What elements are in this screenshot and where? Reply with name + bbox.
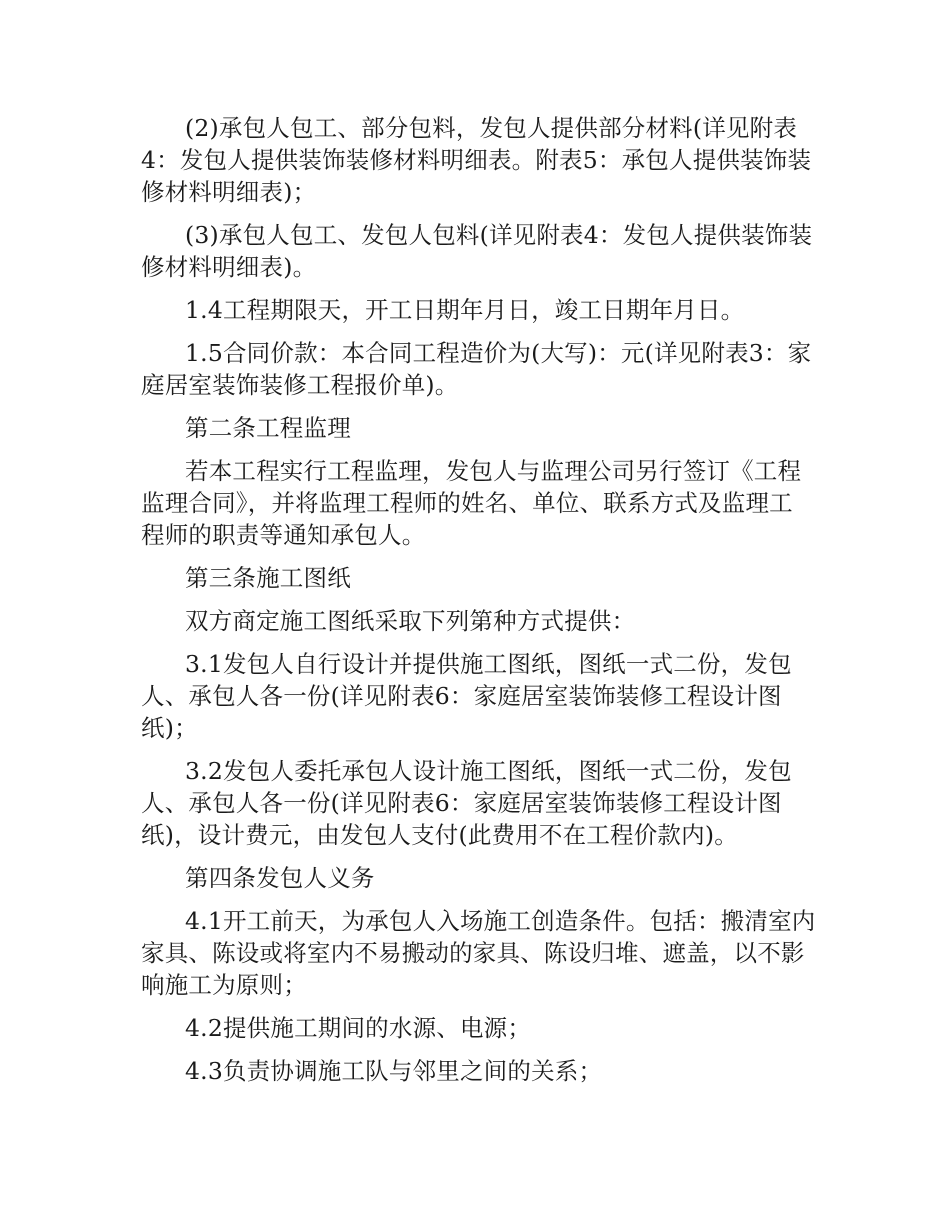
paragraph-1-5-price: 1.5合同价款：本合同工程造价为(大写)：元(详见附表3：家庭居室装饰装修工程报价单)。 bbox=[141, 339, 812, 399]
paragraph-3-1-self-design: 3.1发包人自行设计并提供施工图纸，图纸一式二份，发包人、承包人各一份(详见附表6：家庭居室装饰装修工程设计图纸)； bbox=[141, 650, 792, 742]
paragraph-4-2-utilities: 4.2提供施工期间的水源、电源； bbox=[185, 1014, 532, 1042]
paragraph-4-1-site-prep: 4.1开工前天，为承包人入场施工创造条件。包括：搬清室内家具、陈设或将室内不易搬动的家具、陈设归堆、遮盖，以不影响施工为原则； bbox=[141, 907, 816, 999]
section-heading-article-4: 第四条发包人义务 bbox=[185, 864, 375, 892]
section-heading-article-3: 第三条施工图纸 bbox=[185, 564, 351, 592]
paragraph-3-2-commissioned-design: 3.2发包人委托承包人设计施工图纸，图纸一式二份，发包人、承包人各一份(详见附表6：家庭居室装饰装修工程设计图纸)，设计费元，由发包人支付(此费用不在工程价款内)。 bbox=[141, 757, 792, 849]
section-heading-article-2: 第二条工程监理 bbox=[185, 414, 351, 442]
paragraph-supervision: 若本工程实行工程监理，发包人与监理公司另行签订《工程监理合同》，并将监理工程师的姓名、单位、联系方式及监理工程师的职责等通知承包人。 bbox=[141, 457, 802, 549]
paragraph-item-3-contract-mode: (3)承包人包工、发包人包料(详见附表4：发包人提供装饰装修材料明细表)。 bbox=[141, 221, 813, 281]
paragraph-1-4-duration: 1.4工程期限天，开工日期年月日，竣工日期年月日。 bbox=[185, 296, 745, 324]
paragraph-item-2-contract-mode: (2)承包人包工、部分包料，发包人提供部分材料(详见附表4：发包人提供装饰装修材料明细表。附表5：承包人提供装饰装修材料明细表)； bbox=[141, 114, 812, 206]
paragraph-4-3-neighbors: 4.3负责协调施工队与邻里之间的关系； bbox=[185, 1057, 603, 1085]
paragraph-drawing-method: 双方商定施工图纸采取下列第种方式提供： bbox=[185, 607, 636, 635]
document-body bbox=[141, 112, 816, 1098]
